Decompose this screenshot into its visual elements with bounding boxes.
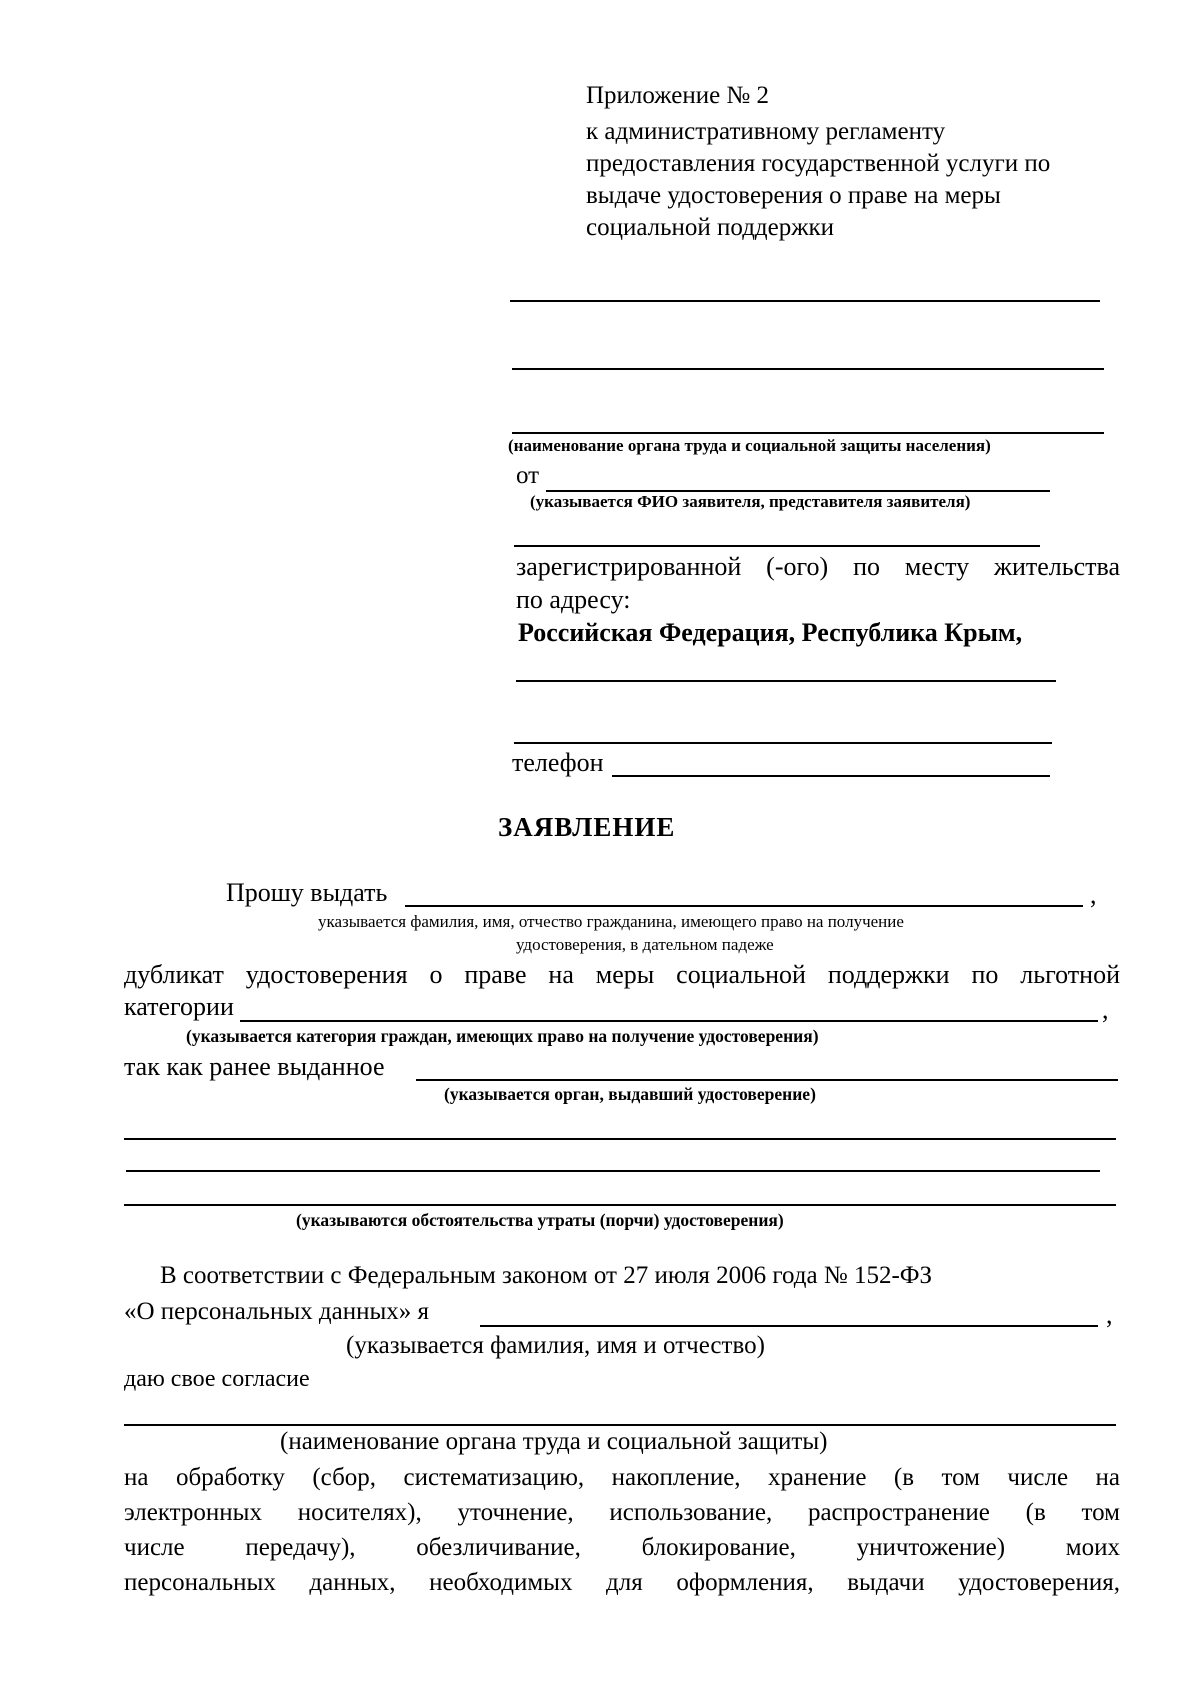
request-comma: , <box>1090 880 1097 909</box>
header-line: к административному регламенту <box>586 118 946 145</box>
registered-line-2: по адресу: <box>516 585 631 614</box>
from-label: от <box>516 462 540 489</box>
loss-circumstances-line[interactable] <box>124 1138 1116 1140</box>
request-prefix: Прошу выдать <box>226 878 388 907</box>
citizen-fio-field-line[interactable] <box>405 905 1083 907</box>
consent-comma: , <box>1106 1300 1113 1329</box>
registered-line <box>516 552 1120 582</box>
consent-para-line <box>124 1534 1120 1562</box>
applicant-fio-field-line[interactable] <box>514 545 1040 547</box>
consent-para-text: числе передачу), обезличивание, блокирование, уничтожение) моих <box>124 1534 1120 1561</box>
organ-name-field-line[interactable] <box>510 300 1100 302</box>
loss-circumstances-line[interactable] <box>126 1170 1100 1172</box>
category-comma: , <box>1102 995 1109 1024</box>
issuer-field-line[interactable] <box>416 1079 1118 1081</box>
citizen-caption-line1: указывается фамилия, имя, отчество гражданина, имеющего право на получение <box>318 912 904 931</box>
address-value: Российская Федерация, Республика Крым, <box>518 618 1023 647</box>
duplicate-text: дубликат удостоверения о праве на меры социальной поддержки по льготной <box>124 960 1120 989</box>
consent-para-text: электронных носителях), уточнение, использование, распространение (в том <box>124 1499 1120 1526</box>
consent-line1: В соответствии с Федеральным законом от 27 июля 2006 года № 152-ФЗ <box>160 1262 933 1289</box>
address-field-line[interactable] <box>516 680 1056 682</box>
consent-para-text: на обработку (сбор, систематизацию, накопление, хранение (в том числе на <box>124 1464 1120 1491</box>
give-consent: даю свое согласие <box>124 1366 310 1392</box>
header-line: социальной поддержки <box>586 214 835 241</box>
duplicate-line <box>124 960 1120 990</box>
consent-para-text: персональных данных, необходимых для оформления, выдачи удостоверения, <box>124 1569 1120 1596</box>
organ-name-field-line[interactable] <box>512 368 1104 370</box>
loss-circumstances-line[interactable] <box>124 1204 1116 1206</box>
category-label: категории <box>124 992 234 1021</box>
previously-issued: так как ранее выданное <box>124 1052 385 1081</box>
fio-caption: (указывается ФИО заявителя, представителя заявителя) <box>530 492 971 511</box>
phone-label: телефон <box>512 748 604 777</box>
consent-para-line <box>124 1569 1120 1597</box>
consent-fio-field-line[interactable] <box>480 1325 1098 1327</box>
organ-name-field-line[interactable] <box>512 432 1104 434</box>
document-title: ЗАЯВЛЕНИЕ <box>498 812 676 842</box>
header-line: предоставления государственной услуги по <box>586 150 1051 177</box>
category-caption: (указывается категория граждан, имеющих право на получение удостоверения) <box>186 1026 819 1046</box>
header-line: Приложение № 2 <box>586 82 770 109</box>
loss-caption: (указываются обстоятельства утраты (порчи) удостоверения) <box>296 1210 784 1230</box>
category-field-line[interactable] <box>240 1020 1098 1022</box>
consent-fio-caption: (указывается фамилия, имя и отчество) <box>346 1332 765 1359</box>
issuer-caption: (указывается орган, выдавший удостоверение) <box>444 1084 816 1104</box>
consent-para-line <box>124 1499 1120 1527</box>
consent-organ-caption: (наименование органа труда и социальной защиты) <box>280 1428 828 1455</box>
citizen-caption-line2: удостоверения, в дательном падеже <box>516 935 774 954</box>
consent-organ-field-line[interactable] <box>124 1424 1116 1426</box>
registered-text: зарегистрированной (-ого) по месту жительства <box>516 552 1120 581</box>
phone-field-line[interactable] <box>612 775 1050 777</box>
header-line: выдаче удостоверения о праве на меры <box>586 182 1001 209</box>
consent-para-line <box>124 1464 1120 1492</box>
consent-line2-prefix: «О персональных данных» я <box>124 1298 429 1325</box>
organ-caption: (наименование органа труда и социальной защиты населения) <box>508 436 991 455</box>
address-field-line[interactable] <box>514 742 1052 744</box>
